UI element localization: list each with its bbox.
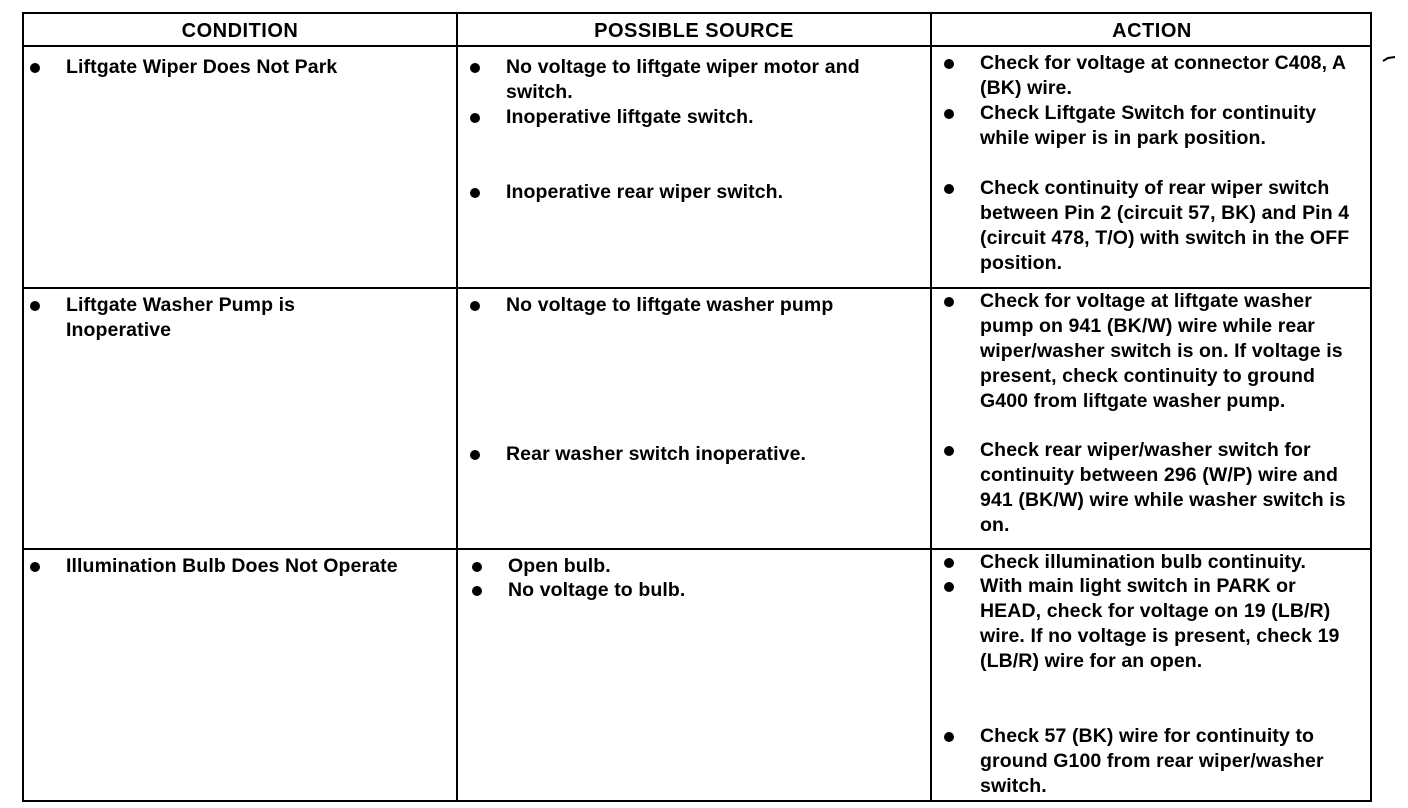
header-condition: CONDITION: [181, 20, 299, 42]
table-row: [24, 289, 1370, 548]
diagnosis-table: [22, 12, 1372, 802]
header-action: ACTION: [1112, 20, 1192, 42]
table-row: [24, 550, 1370, 800]
condition-text: Illumination Bulb Does Not Operate: [66, 554, 456, 579]
source-item: No voltage to bulb.: [508, 578, 908, 603]
bullet-icon: [944, 184, 954, 194]
source-item: No voltage to liftgate wiper motor and switch.: [506, 55, 906, 105]
source-item: No voltage to liftgate washer pump: [506, 293, 906, 318]
bullet-icon: [30, 63, 40, 73]
bullet-icon: [470, 113, 480, 123]
bullet-icon: [944, 446, 954, 456]
action-item: Check for voltage at liftgate washer pump on 941 (BK/W) wire while rear wiper/washer switch is on. If voltage is present, check continuity to ground G400 from liftgate washer pump.: [980, 289, 1352, 414]
bullet-icon: [944, 558, 954, 568]
bullet-icon: [30, 562, 40, 572]
source-item: Open bulb.: [508, 554, 908, 579]
action-item: Check rear wiper/washer switch for continuity between 296 (W/P) wire and 941 (BK/W) wire while washer switch is on.: [980, 438, 1352, 538]
action-item: With main light switch in PARK or HEAD, check for voltage on 19 (LB/R) wire. If no voltage is present, check 19 (LB/R) wire for an open.: [980, 574, 1352, 674]
bullet-icon: [470, 188, 480, 198]
bullet-icon: [944, 109, 954, 119]
action-item: Check illumination bulb continuity.: [980, 550, 1364, 575]
condition-text: Liftgate Washer Pump is Inoperative: [66, 293, 366, 343]
bullet-icon: [30, 301, 40, 311]
action-item: Check 57 (BK) wire for continuity to ground G100 from rear wiper/washer switch.: [980, 724, 1352, 799]
bullet-icon: [470, 450, 480, 460]
condition-text: Liftgate Wiper Does Not Park: [66, 55, 436, 80]
source-item: Rear washer switch inoperative.: [506, 442, 906, 467]
header-possible-source: POSSIBLE SOURCE: [594, 20, 794, 42]
bullet-icon: [470, 301, 480, 311]
bullet-icon: [944, 59, 954, 69]
action-item: Check for voltage at connector C408, A (BK) wire.: [980, 51, 1360, 101]
action-item: Check continuity of rear wiper switch between Pin 2 (circuit 57, BK) and Pin 4 (circuit 478, T/O) with switch in the OFF position.: [980, 176, 1360, 276]
table-row: [24, 47, 1370, 287]
bullet-icon: [472, 562, 482, 572]
source-item: Inoperative rear wiper switch.: [506, 180, 906, 205]
source-item: Inoperative liftgate switch.: [506, 105, 906, 130]
bullet-icon: [472, 586, 482, 596]
action-item: Check Liftgate Switch for continuity while wiper is in park position.: [980, 101, 1360, 151]
bullet-icon: [944, 582, 954, 592]
scan-mark-icon: [1382, 56, 1396, 62]
bullet-icon: [470, 63, 480, 73]
bullet-icon: [944, 297, 954, 307]
bullet-icon: [944, 732, 954, 742]
